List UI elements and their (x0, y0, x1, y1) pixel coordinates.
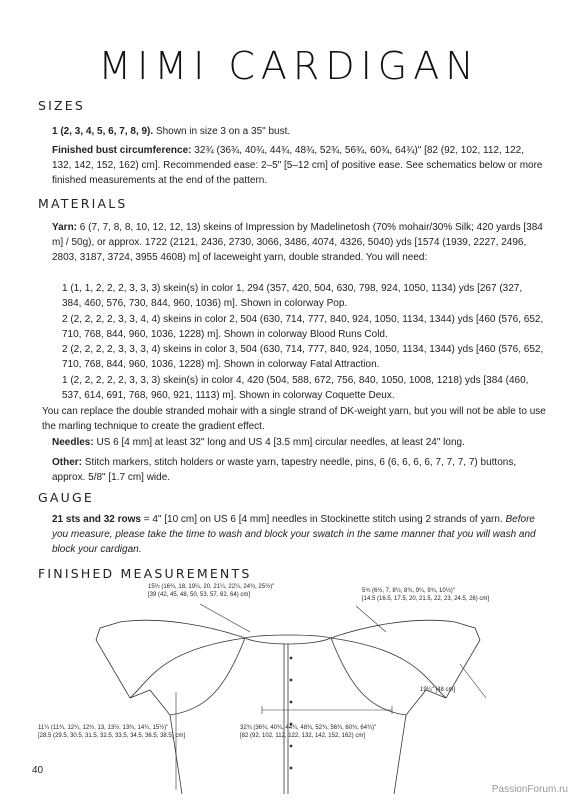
needles-paragraph (52, 435, 544, 450)
schematic-drawing (0, 580, 578, 800)
bust-paragraph (52, 143, 544, 188)
neck-measure-label (148, 584, 274, 599)
color-3-paragraph: 2 (2, 2, 2, 2, 3, 3, 3, 4) skeins in color 3, 504 (630, 714, 777, 840, 924, 1050, 1134, 1344) yds [460 (576, 652, 710, 768, 844, 960, 1036, 1228) m]. Shown in colorway Fatal Attraction. (62, 344, 544, 370)
gauge-heading: GAUGE (38, 490, 94, 505)
bust-measure-label (240, 725, 376, 740)
bust-text: 32¾ (36¾, 40¾, 44¾, 48¾, 52¾, 56¾, 60¾, 64¾)" [82 (92, 102, 112, 122, 132, 142, 152, 162) cm]. Recommended ease: 2–5" [5–12 cm] of positive ease. See schematics below or more finished measurements at the end of the pattern. (52, 145, 543, 186)
needles-text: US 6 [4 mm] at least 32" long and US 4 [3.5 mm] circular needles, at least 24" long. (93, 437, 465, 448)
gauge-italic: Before you measure, please take the time to wash and block your swatch in the same manner that you will wash and block your cardigan. (52, 514, 536, 555)
bust-measure-inches: 32¾ (36¾, 40¾, 44¾, 48¾, 52¾, 56¾, 60¾, 64¾)" (240, 725, 377, 731)
gauge-paragraph (52, 512, 544, 557)
replace-paragraph: You can replace the double stranded mohair with a single strand of DK-weight yarn, but you will not be able to use the marling technique to create the gradient effect. (42, 406, 546, 432)
color-2-paragraph: 2 (2, 2, 2, 2, 3, 3, 4, 4) skeins in color 2, 504 (630, 714, 777, 840, 924, 1050, 1134, 1344) yds [460 (576, 652, 710, 768, 844, 960, 1036, 1228) m]. Shown in colorway Blood Runs Cold. (62, 314, 544, 340)
upper-arm-cm: [14.5 (16.5, 17.5, 20, 21.5, 22, 23, 24.5, 26) cm] (362, 595, 490, 602)
yarn-paragraph (52, 220, 544, 265)
page-number: 40 (32, 765, 44, 776)
bust-measure-cm: [82 (92, 102, 112, 122, 132, 142, 152, 162) cm] (240, 732, 365, 739)
body-length-cm: [28.5 (29.5, 30.5, 31.5, 32.5, 33.5, 34.5, 36.5, 38.5) cm] (38, 732, 186, 739)
cardigan-schematic (0, 580, 578, 800)
color-4-paragraph: 1 (2, 2, 2, 2, 2, 3, 3, 3) skein(s) in color 4, 420 (504, 588, 672, 756, 840, 1050, 1008, 1218) yds [384 (460, 537, 614, 691, 768, 960, 921, 1113) m]. Shown in colorway Coquette Deux. (62, 375, 529, 401)
sizes-bold: 1 (2, 3, 4, 5, 6, 7, 8, 9). (52, 126, 154, 137)
sizes-text: Shown in size 3 on a 35" bust. (153, 126, 291, 137)
yarn-bold: Yarn: (52, 222, 78, 233)
other-paragraph (52, 455, 544, 485)
body-length-label (38, 725, 185, 740)
yarn-text: 6 (7, 7, 8, 8, 10, 12, 12, 13) skeins of Impression by Madelinetosh (70% mohair/30% Silk; 420 yards [384 m] / 50g), or approx. 1722 (2121, 2436, 2730, 3066, 3486, 4074, 4326, 5040) yds [1574 (1939, 2227, 2496, 2803, 3187, 3724, 3955 4608) m] of laceweight yarn, double stranded. You will need: (52, 222, 543, 263)
gauge-text: = 4" [10 cm] on US 6 [4 mm] needles in Stockinette stitch using 2 strands of yarn. (140, 514, 506, 525)
upper-arm-inches: 5¾ (6½, 7, 8½, 8¾, 9¼, 9¾, 10½)" (362, 588, 455, 594)
gauge-bold: 21 sts and 32 rows (52, 514, 141, 525)
needles-bold: Needles: (52, 437, 94, 448)
materials-heading: MATERIALS (38, 196, 128, 211)
other-bold: Other: (52, 457, 82, 468)
body-length-inches: 11¼ (11¾, 12¼, 12½, 13, 13½, 13¾, 14¼, 15½)" (38, 725, 169, 731)
sizes-heading: SIZES (38, 98, 86, 113)
sizes-paragraph (52, 124, 544, 139)
page-title: MIMI CARDIGAN (98, 44, 480, 88)
finished-heading: FINISHED MEASUREMENTS (38, 566, 252, 581)
other-text: Stitch markers, stitch holders or waste yarn, tapestry needle, pins, 6 (6, 6, 6, 6, 7, 7, 7, 7) buttons, approx. 5/8" [1.7 cm] wide. (52, 457, 517, 483)
neck-measure-inches: 15½ (16¾, 18, 19¼, 20, 21¼, 22¼, 24¾, 25½)" (148, 584, 275, 590)
sleeve-length-label: 19¼" [48 cm] (420, 687, 456, 693)
color-1-paragraph: 1 (1, 1, 2, 2, 2, 3, 3, 3) skein(s) in color 1, 294 (357, 420, 504, 630, 798, 924, 1050, 1134) yds [267 (327, 384, 460, 576, 730, 844, 960, 1036) m]. Shown in colorway Pop. (62, 283, 523, 309)
neck-measure-cm: [39 (42, 45, 48, 50, 53, 57, 62, 64) cm] (148, 591, 251, 598)
bust-bold: Finished bust circumference: (52, 145, 192, 156)
upper-arm-label (362, 588, 489, 603)
cardigan-outline (96, 622, 182, 794)
watermark: PassionForum.ru (491, 784, 568, 795)
